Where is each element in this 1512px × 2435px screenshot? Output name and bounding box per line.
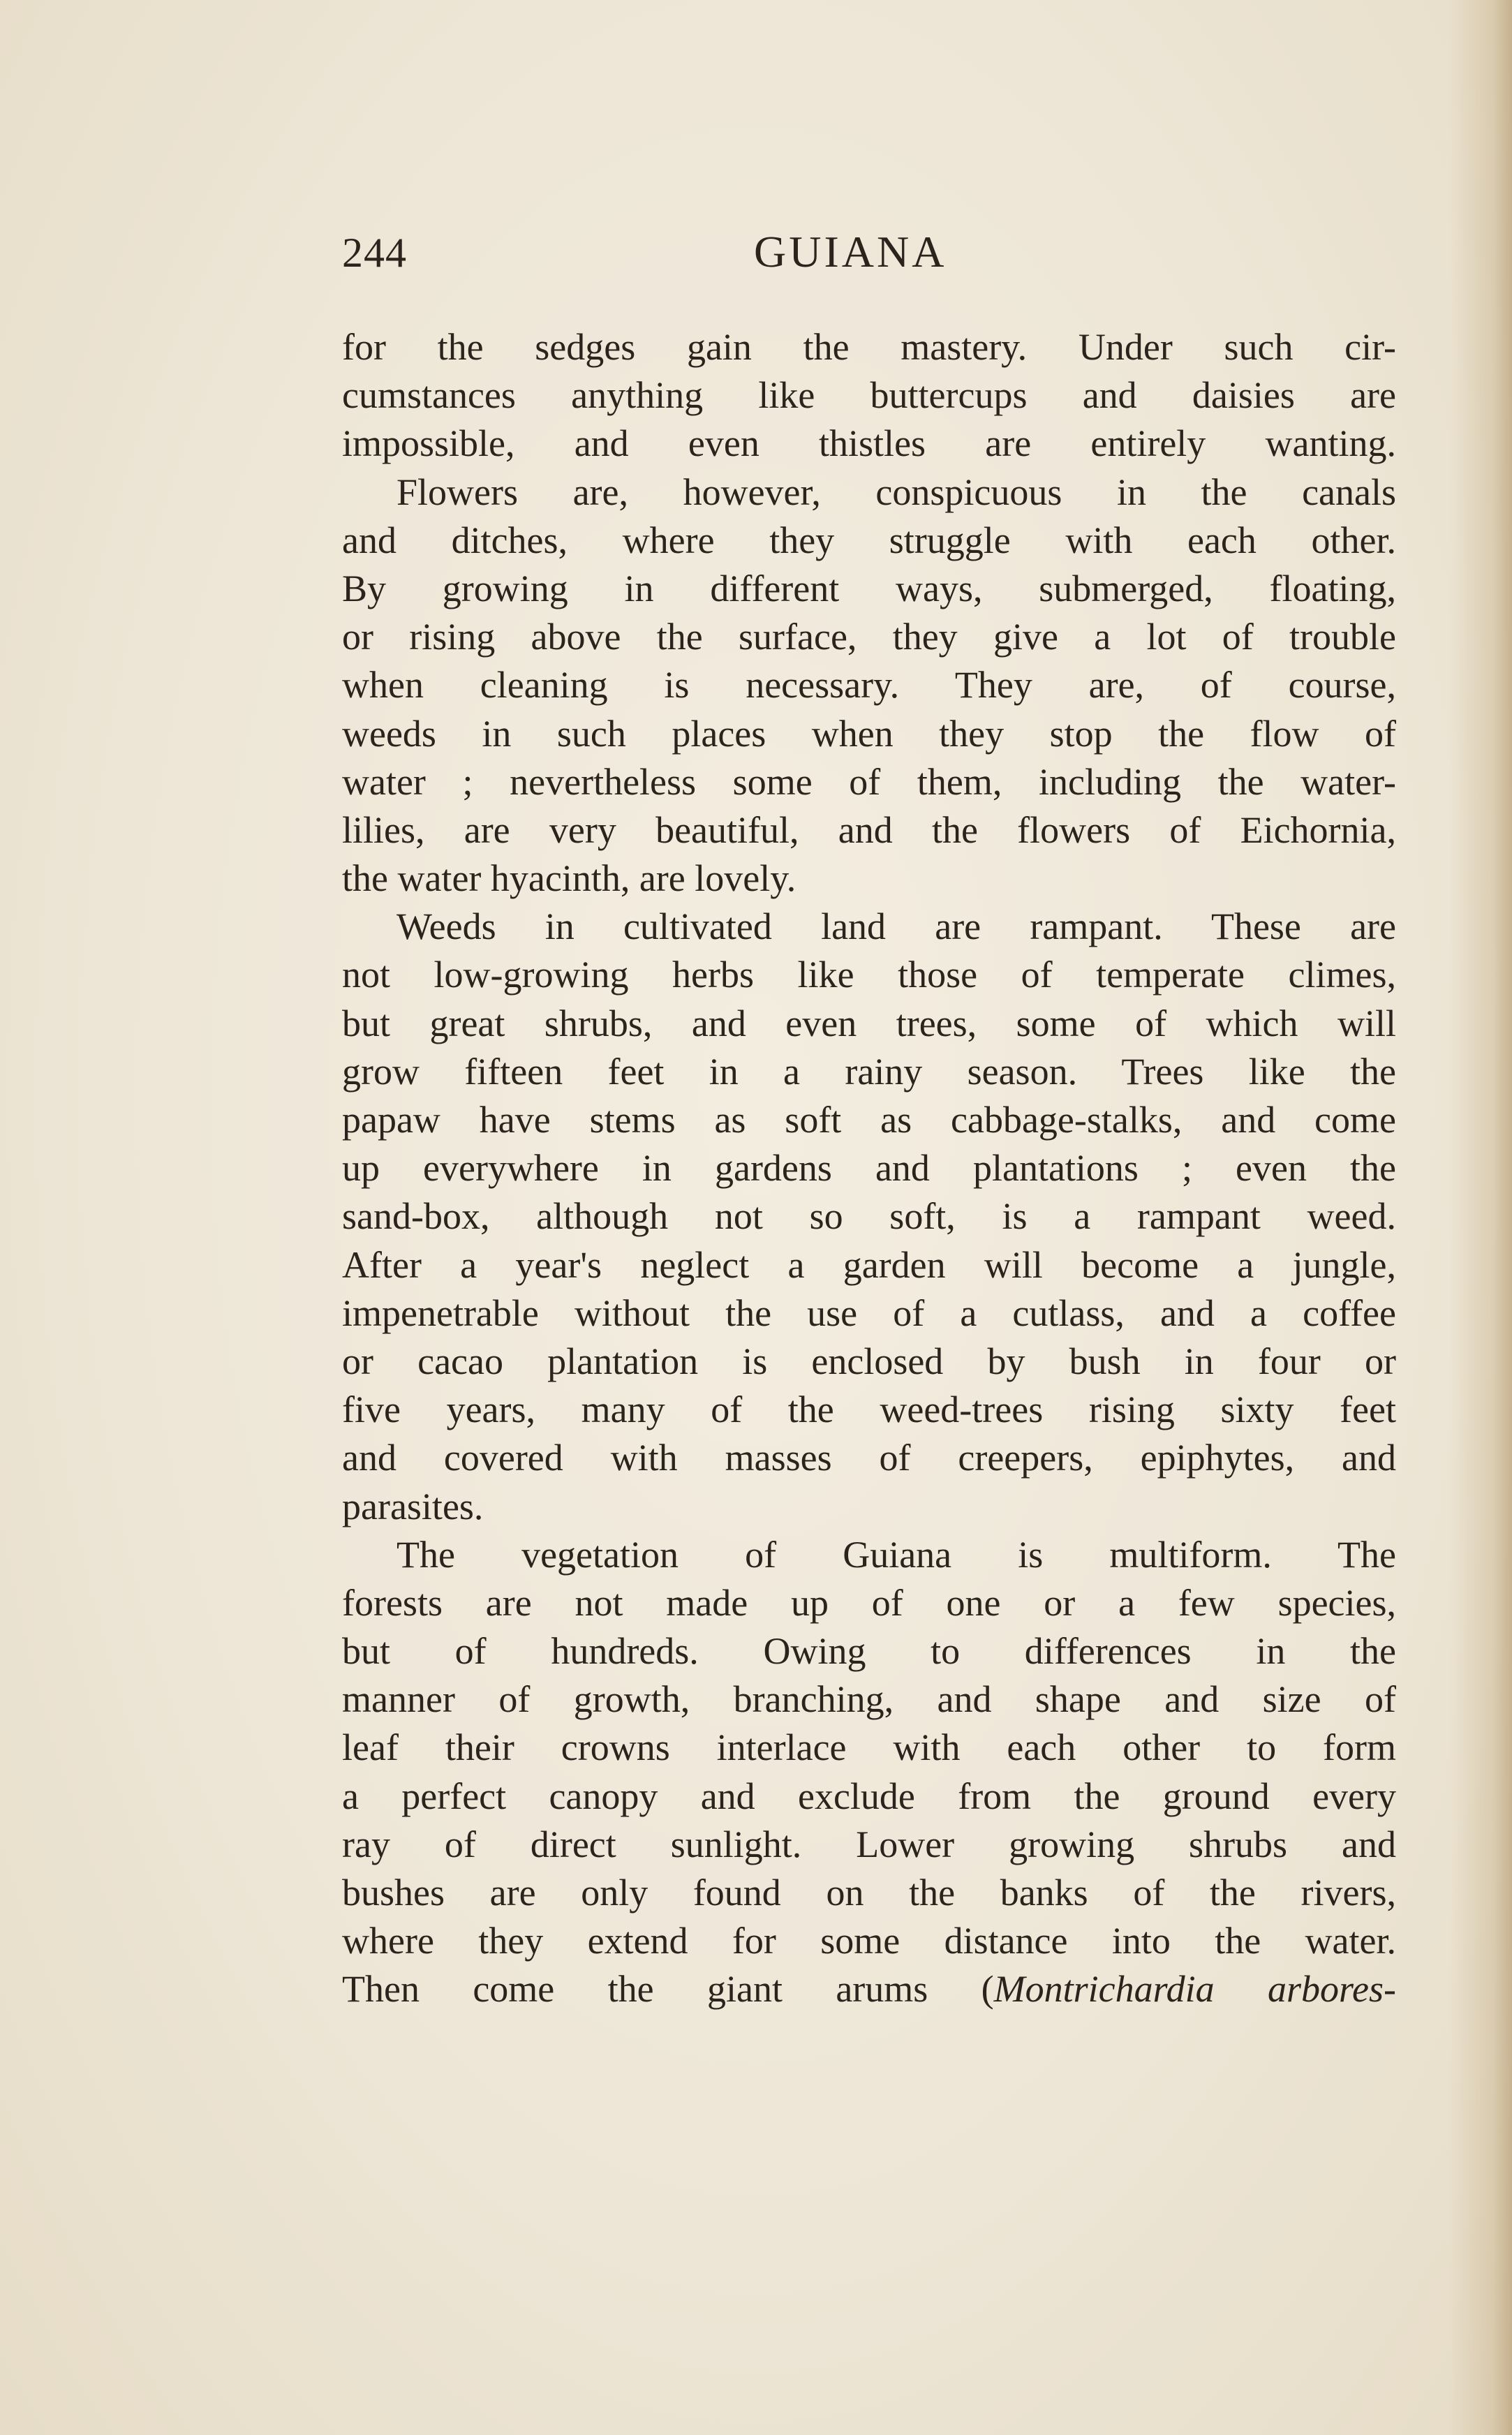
text-line: forests are not made up of one or a few species, — [342, 1581, 1396, 1624]
text-line: papaw have stems as soft as cabbage-stalks, and come — [342, 1099, 1396, 1141]
text-line: the water hyacinth, are lovely. — [342, 857, 796, 900]
body-text — [342, 323, 1396, 2014]
text-line: and covered with masses of creepers, epiphytes, and — [342, 1437, 1396, 1479]
text-line: cumstances anything like buttercups and daisies are — [342, 374, 1396, 417]
text-line: a perfect canopy and exclude from the ground every — [342, 1775, 1396, 1817]
page-header — [342, 222, 1396, 285]
text-line: grow fifteen feet in a rainy season. Trees like the — [342, 1050, 1396, 1093]
text-line: water ; nevertheless some of them, including the water- — [342, 760, 1396, 803]
last-line-text: Then come the giant arums ( — [342, 1968, 994, 2011]
text-line: for the sedges gain the mastery. Under such cir- — [342, 326, 1396, 368]
text-line: or cacao plantation is enclosed by bush in four or — [342, 1340, 1396, 1382]
text-line: where they extend for some distance into the water. — [342, 1920, 1396, 1962]
text-line: not low-growing herbs like those of temperate climes, — [342, 954, 1396, 996]
text-line: up everywhere in gardens and plantations ; even the — [342, 1147, 1396, 1190]
text-line: parasites. — [342, 1485, 484, 1527]
species-name: Montrichardia arbores- — [993, 1968, 1396, 2011]
text-line: weeds in such places when they stop the flow of — [342, 712, 1396, 755]
text-line: Weeds in cultivated land are rampant. These are — [396, 905, 1396, 948]
running-head: GUIANA — [754, 227, 947, 276]
text-line: impossible, and even thistles are entirely wanting. — [342, 422, 1396, 465]
text-line: when cleaning is necessary. They are, of course, — [342, 664, 1396, 706]
text-line: or rising above the surface, they give a lot of trouble — [342, 616, 1396, 658]
page-number: 244 — [342, 230, 407, 276]
page-edge-shadow — [1449, 0, 1512, 2435]
text-line-last — [342, 1965, 1396, 2013]
text-line: five years, many of the weed-trees rising sixty feet — [342, 1389, 1396, 1431]
text-line: lilies, are very beautiful, and the flowers of Eichornia, — [342, 808, 1396, 851]
text-line: sand-box, although not so soft, is a rampant weed. — [342, 1195, 1396, 1238]
text-line: but great shrubs, and even trees, some of which will — [342, 1002, 1396, 1044]
text-line: bushes are only found on the banks of the rivers, — [342, 1872, 1396, 1914]
text-line: leaf their crowns interlace with each other to form — [342, 1726, 1396, 1769]
text-line: Flowers are, however, conspicuous in the canals — [396, 471, 1396, 513]
text-line: By growing in different ways, submerged, floating, — [342, 567, 1396, 609]
text-line: The vegetation of Guiana is multiform. The — [396, 1533, 1396, 1576]
text-line: and ditches, where they struggle with each other. — [342, 519, 1396, 561]
text-line: but of hundreds. Owing to differences in the — [342, 1630, 1396, 1673]
text-line: ray of direct sunlight. Lower growing shrubs and — [342, 1823, 1396, 1865]
text-line: manner of growth, branching, and shape and size of — [342, 1678, 1396, 1721]
text-line: After a year's neglect a garden will become a jungle, — [342, 1243, 1396, 1286]
text-line: impenetrable without the use of a cutlass, and a coffee — [342, 1291, 1396, 1334]
